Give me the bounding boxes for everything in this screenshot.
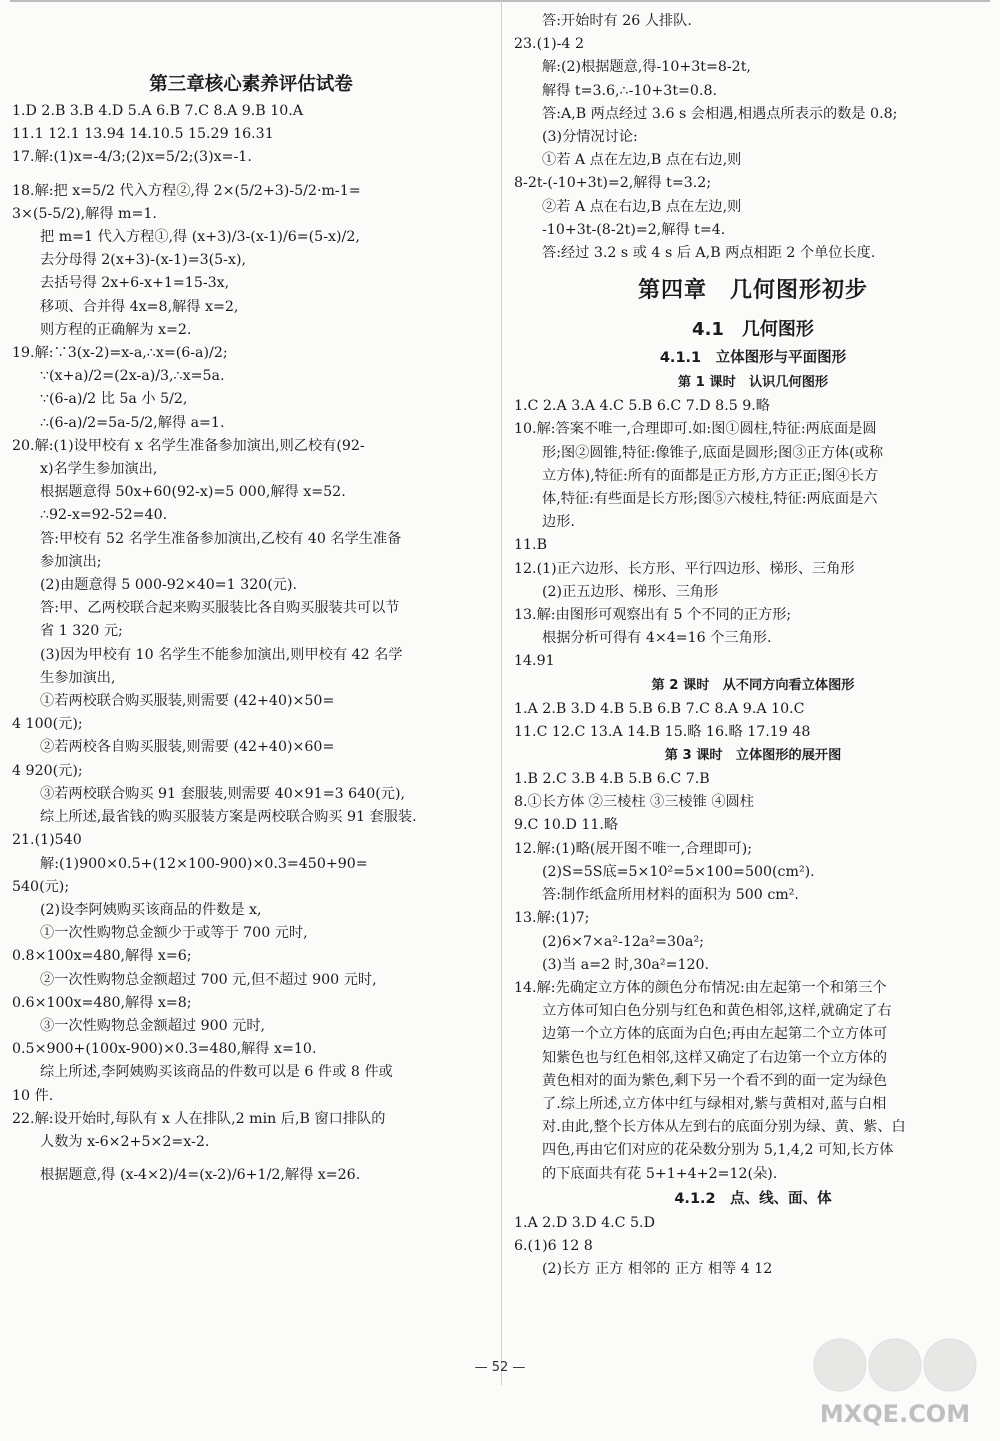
left-answer-line: 1.D 2.B 3.B 4.D 5.A 6.B 7.C 8.A 9.B 10.A [12, 103, 304, 119]
lesson1-answer-line: (2)正五边形、梯形、三角形 [542, 583, 719, 600]
left-answer-line: ③若两校联合购买 91 套服装,则需要 40×91=3 640(元), [40, 785, 405, 802]
right-answer-line: 解得 t=3.6,∴-10+3t=0.8. [542, 82, 717, 99]
lesson3-answer-line: 知紫色也与红色相邻,这样又确定了右边第一个立方体的 [542, 1049, 888, 1066]
right-answer-line: 答:经过 3.2 s 或 4 s 后 A,B 两点相距 2 个单位长度. [542, 245, 876, 262]
watermark-logo [800, 1330, 990, 1432]
right-answer-line: ①若 A 点在左边,B 点在右边,则 [542, 152, 742, 169]
left-answer-line: 4 920(元); [12, 762, 83, 779]
lesson3-answer-line: 答:制作纸盒所用材料的面积为 500 cm². [542, 887, 799, 904]
lesson1-answer-line: 形;图②圆锥,特征:像锥子,底面是圆形;图③正方体(或称 [542, 444, 884, 461]
left-answer-line: 18.解:把 x=5/2 代入方程②,得 2×(5/2+3)-5/2·m-1= [12, 182, 361, 199]
right-answer-line: 解:(2)根据题意,得-10+3t=8-2t, [542, 59, 751, 76]
left-answer-line: 4 100(元); [12, 716, 83, 733]
left-answer-line: 22.解:设开始时,每队有 x 人在排队,2 min 后,B 窗口排队的 [12, 1110, 386, 1127]
lesson3-answer-line: 14.解:先确定立方体的颜色分布情况:由左起第一个和第三个 [514, 979, 887, 996]
lesson2-heading: 第 2 课时 从不同方向看立体图形 [651, 677, 855, 693]
left-answer-line: ∴92-x=92-52=40. [40, 507, 168, 524]
right-answer-line: -10+3t-(8-2t)=2,解得 t=4. [542, 221, 726, 238]
left-answer-line: ①一次性购物总金额少于或等于 700 元时, [40, 925, 308, 942]
left-answer-line: 0.5×900+(100x-900)×0.3=480,解得 x=10. [12, 1041, 317, 1058]
section412-answer-line: 1.A 2.D 3.D 4.C 5.D [514, 1214, 655, 1231]
left-answer-line: ③一次性购物总金额超过 900 元时, [40, 1017, 266, 1034]
left-answer-line: 省 1 320 元; [40, 623, 123, 640]
lesson1-answer-line: 边形. [542, 514, 575, 531]
lesson2-answer-line: 11.C 12.C 13.A 14.B 15.略 16.略 17.19 48 [514, 723, 811, 740]
left-answer-line: ∵(6-a)/2 比 5a 小 5/2, [40, 391, 188, 408]
column-divider [501, 0, 502, 1385]
left-answer-line: ∴(6-a)/2=5a-5/2,解得 a=1. [40, 414, 225, 431]
lesson3-answer-line: 9.C 10.D 11.略 [514, 817, 619, 834]
lesson3-answer-line: 四色,再由它们对应的花朵数分别为 5,1,4,2 可知,长方体 [542, 1142, 894, 1159]
left-column [12, 100, 490, 1187]
top-rule [10, 0, 990, 2]
left-answer-line: 答:甲校有 52 名学生准备参加演出,乙校有 40 名学生准备 [40, 530, 402, 547]
left-answer-line: 19.解:∵3(x-2)=x-a,∴x=(6-a)/2; [12, 345, 228, 362]
lesson3-answer-line: 了.综上所述,立方体中红与绿相对,紫与黄相对,蓝与白相 [542, 1095, 887, 1112]
right-answer-line: 答:开始时有 26 人排队. [542, 13, 692, 29]
lesson1-answer-line: 11.B [514, 537, 547, 554]
right-column [514, 10, 992, 1281]
lesson3-answer-line: 立方体可知白色分别与红色和黄色相邻,这样,就确定了右 [542, 1003, 892, 1020]
lesson1-answer-line: 1.C 2.A 3.A 4.C 5.B 6.C 7.D 8.5 9.略 [514, 398, 770, 415]
lesson1-answer-line: 10.解:答案不唯一,合理即可.如:图①圆柱,特征:两底面是圆 [514, 421, 877, 438]
lesson3-answer-line: 的下底面共有花 5+1+4+2=12(朵). [542, 1165, 778, 1182]
left-answer-line: (2)由题意得 5 000-92×40=1 320(元). [40, 577, 298, 594]
left-answer-line: 答:甲、乙两校联合起来购买服装比各自购买服装共可以节 [40, 600, 400, 617]
right-answer-line: 8-2t-(-10+3t)=2,解得 t=3.2; [514, 175, 712, 192]
left-answer-line [12, 1154, 490, 1164]
left-answer-line: ②若两校各自购买服装,则需要 (42+40)×60= [40, 739, 335, 756]
subsection-4-1-2-heading: 4.1.2 点、线、面、体 [674, 1190, 832, 1207]
left-answer-line: 移项、合并得 4x=8,解得 x=2, [40, 298, 239, 315]
lesson3-answer-line: (2)S=5S底=5×10²=5×100=500(cm²). [542, 863, 815, 880]
chapter3-test-title: 第三章核心素养评估试卷 [149, 74, 353, 95]
left-answer-line: ∵(x+a)/2=(2x-a)/3,∴x=5a. [40, 368, 225, 385]
left-answer-line: 参加演出; [40, 553, 102, 570]
left-answer-line [12, 170, 490, 180]
left-answer-line: 0.8×100x=480,解得 x=6; [12, 948, 192, 965]
lesson3-answer-line: (2)6×7×a²-12a²=30a²; [542, 933, 704, 950]
left-answer-line: 17.解:(1)x=-4/3;(2)x=5/2;(3)x=-1. [12, 149, 252, 166]
left-answer-line: 20.解:(1)设甲校有 x 名学生准备参加演出,则乙校有(92- [12, 437, 365, 454]
right-answer-line: 23.(1)-4 2 [514, 36, 585, 53]
left-answer-line: x)名学生参加演出, [40, 461, 158, 478]
left-answer-line: 10 件. [12, 1087, 54, 1104]
lesson1-answer-line: 13.解:由图形可观察出有 5 个不同的正方形; [514, 607, 792, 624]
left-answer-line: 根据题意得 50x+60(92-x)=5 000,解得 x=52. [40, 484, 346, 501]
left-answer-line: 解:(1)900×0.5+(12×100-900)×0.3=450+90= [40, 855, 368, 872]
section-4-1-heading: 4.1 几何图形 [692, 319, 814, 341]
lesson3-answer-line: 12.解:(1)略(展开图不唯一,合理即可); [514, 840, 753, 857]
right-answer-line: (3)分情况讨论: [542, 129, 638, 146]
lesson1-heading: 第 1 课时 认识几何图形 [677, 375, 829, 391]
left-answer-line: 11.1 12.1 13.94 14.10.5 15.29 16.31 [12, 126, 274, 143]
left-answer-line: (3)因为甲校有 10 名学生不能参加演出,则甲校有 42 名学 [40, 646, 403, 663]
page-number: — 52 — [474, 1360, 526, 1375]
lesson1-answer-line: 立方体),特征:所有的面都是正方形,方方正正;图④长方 [542, 467, 879, 484]
lesson3-answer-line: 对.由此,整个长方体从左到右的底面分别为绿、黄、紫、白 [542, 1119, 906, 1136]
lesson3-answer-line: 8.①长方体 ②三棱柱 ③三棱锥 ④圆柱 [514, 794, 754, 811]
chapter4-heading: 第四章 几何图形初步 [637, 278, 868, 304]
lesson3-heading: 第 3 课时 立体图形的展开图 [664, 748, 842, 764]
right-answer-line: ②若 A 点在右边,B 点在左边,则 [542, 198, 742, 215]
left-answer-line: 21.(1)540 [12, 832, 82, 849]
section412-answer-line: (2)长方 正方 相邻的 正方 相等 4 12 [542, 1261, 773, 1278]
svg-text:MXQE.COM: MXQE.COM [819, 1400, 971, 1428]
left-answer-line: 综上所述,李阿姨购买该商品的件数可以是 6 件或 8 件或 [40, 1064, 393, 1081]
left-answer-line: 则方程的正确解为 x=2. [40, 321, 192, 338]
lesson2-answer-line: 1.A 2.B 3.D 4.B 5.B 6.B 7.C 8.A 9.A 10.C [514, 700, 805, 717]
lesson1-answer-line: 12.(1)正六边形、长方形、平行四边形、梯形、三角形 [514, 560, 855, 577]
left-answer-line: 0.6×100x=480,解得 x=8; [12, 994, 192, 1011]
left-answer-line: 生参加演出, [40, 669, 116, 686]
left-answer-line: (2)设李阿姨购买该商品的件数是 x, [40, 901, 262, 918]
subsection-4-1-1-heading: 4.1.1 立体图形与平面图形 [659, 350, 847, 367]
left-answer-line: 540(元); [12, 878, 70, 895]
right-answer-line: 答:A,B 两点经过 3.6 s 会相遇,相遇点所表示的数是 0.8; [542, 105, 898, 122]
lesson1-answer-line: 根据分析可得有 4×4=16 个三角形. [542, 630, 772, 647]
lesson3-answer-line: (3)当 a=2 时,30a²=120. [542, 956, 710, 973]
left-answer-line: ①若两校联合购买服装,则需要 (42+40)×50= [40, 693, 335, 710]
left-answer-line: 根据题意,得 (x-4×2)/4=(x-2)/6+1/2,解得 x=26. [40, 1167, 361, 1184]
lesson3-answer-line: 1.B 2.C 3.B 4.B 5.B 6.C 7.B [514, 771, 710, 788]
left-answer-line: 3×(5-5/2),解得 m=1. [12, 205, 157, 222]
lesson3-answer-line: 13.解:(1)7; [514, 910, 590, 927]
lesson1-answer-line: 体,特征:有些面是长方形;图⑤六棱柱,特征:两底面是六 [542, 491, 878, 508]
left-answer-line: 把 m=1 代入方程①,得 (x+3)/3-(x-1)/6=(5-x)/2, [40, 229, 360, 246]
left-answer-line: 综上所述,最省钱的购买服装方案是两校联合购买 91 套服装. [40, 809, 417, 826]
lesson3-answer-line: 黄色相对的面为紫色,剩下另一个看不到的面一定为绿色 [542, 1072, 888, 1089]
left-answer-line: 人数为 x-6×2+5×2=x-2. [40, 1133, 210, 1150]
left-answer-line: 去分母得 2(x+3)-(x-1)=3(5-x), [40, 252, 247, 269]
left-answer-line: ②一次性购物总金额超过 700 元,但不超过 900 元时, [40, 971, 377, 988]
section412-answer-line: 6.(1)6 12 8 [514, 1237, 593, 1254]
left-answer-line: 去括号得 2x+6-x+1=15-3x, [40, 275, 230, 292]
lesson1-answer-line: 14.91 [514, 653, 555, 670]
lesson3-answer-line: 边第一个立方体的底面为白色;再由左起第二个立方体可 [542, 1026, 888, 1043]
